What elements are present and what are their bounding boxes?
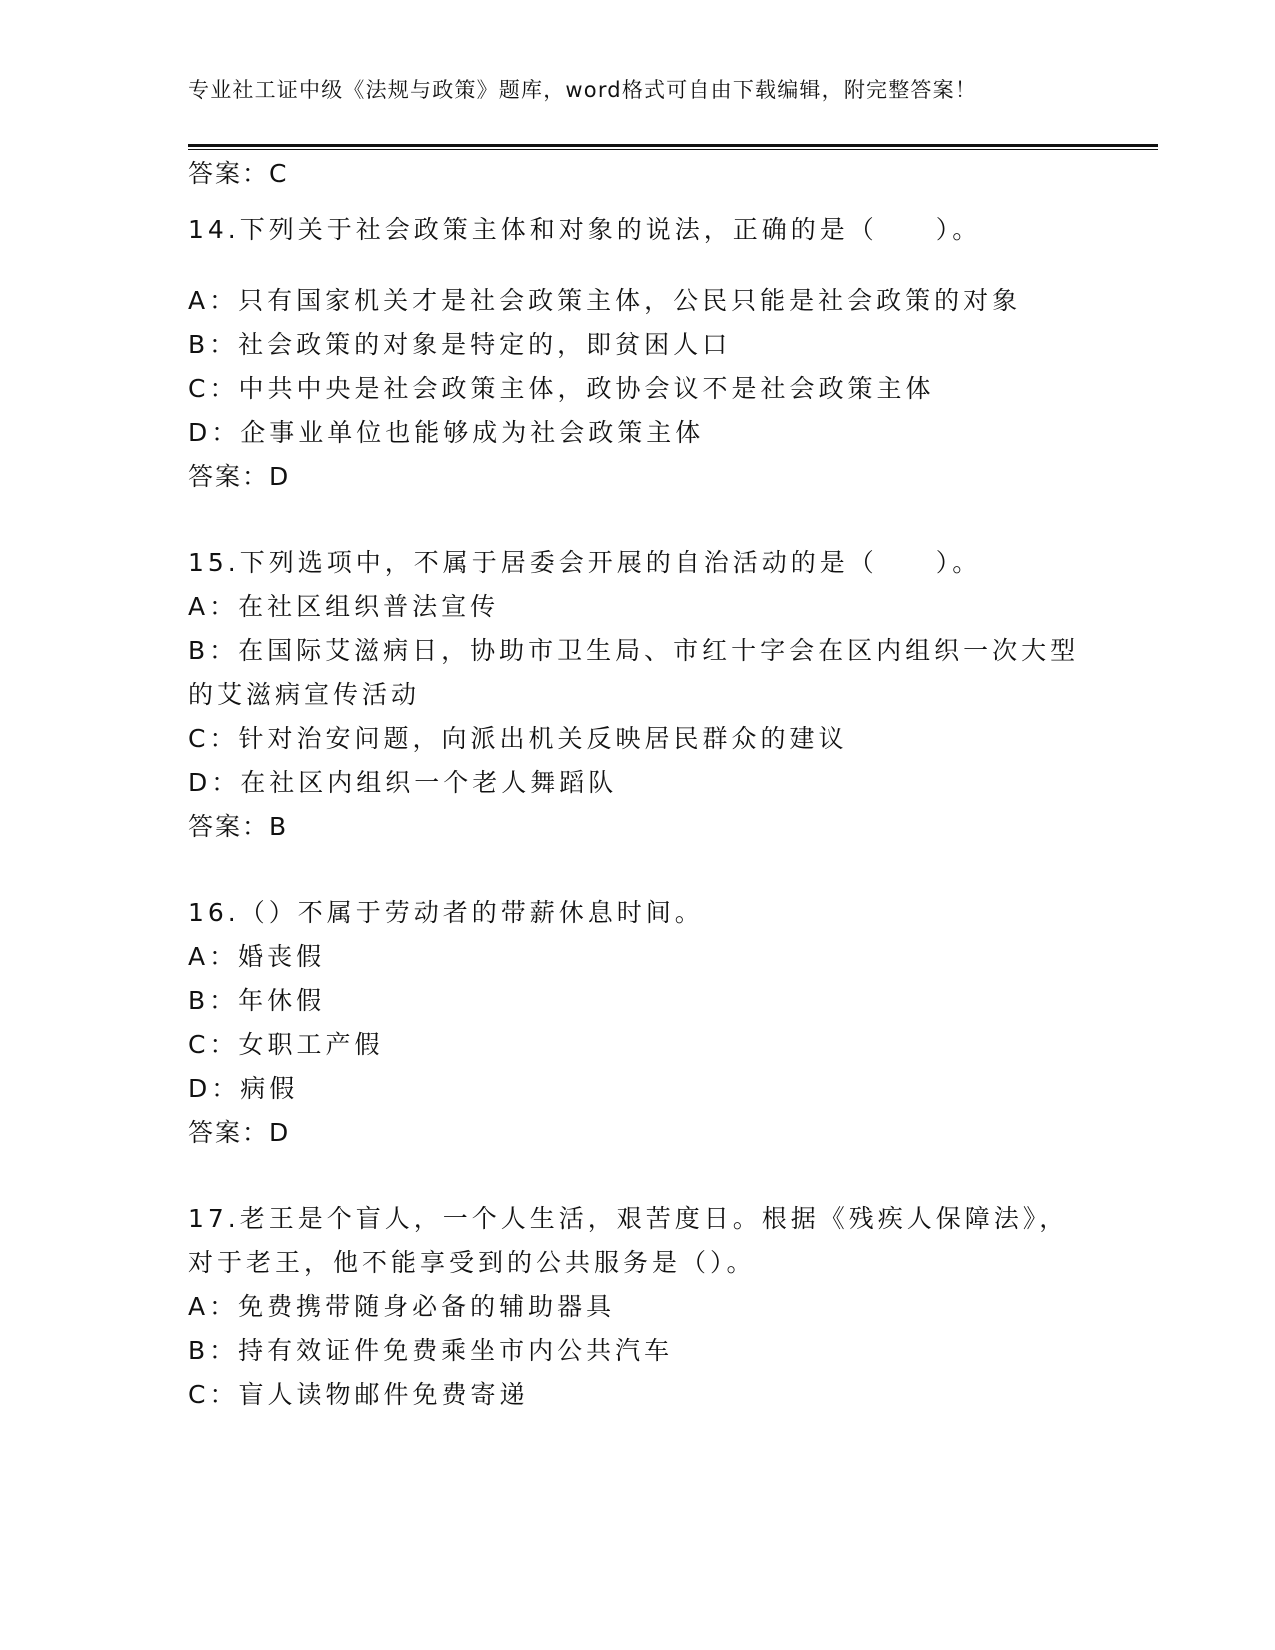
question-14-option-c: C：中共中央是社会政策主体，政协会议不是社会政策主体 bbox=[188, 374, 935, 403]
question-15-option-a: A：在社区组织普法宣传 bbox=[188, 592, 500, 621]
question-14-stem: 14.下列关于社会政策主体和对象的说法，正确的是（ ）。 bbox=[188, 215, 982, 244]
question-17-option-b: B：持有效证件免费乘坐市内公共汽车 bbox=[188, 1336, 674, 1365]
question-15-option-b-line1: B：在国际艾滋病日，协助市卫生局、市红十字会在区内组织一次大型 bbox=[188, 636, 1080, 665]
question-15-option-c: C：针对治安问题，向派出机关反映居民群众的建议 bbox=[188, 724, 848, 753]
question-16-answer: 答案：D bbox=[188, 1118, 291, 1147]
question-15-option-b-line2: 的艾滋病宣传活动 bbox=[188, 680, 421, 709]
page-header: 专业社工证中级《法规与政策》题库，word格式可自由下载编辑，附完整答案！ bbox=[188, 78, 978, 102]
question-14-option-a: A：只有国家机关才是社会政策主体，公民只能是社会政策的对象 bbox=[188, 286, 1022, 315]
question-16-option-c: C：女职工产假 bbox=[188, 1030, 384, 1059]
question-15-stem: 15.下列选项中，不属于居委会开展的自治活动的是（ ）。 bbox=[188, 548, 982, 577]
question-17-option-a: A：免费携带随身必备的辅助器具 bbox=[188, 1292, 616, 1321]
question-14-answer: 答案：D bbox=[188, 462, 291, 491]
question-17-option-c: C：盲人读物邮件免费寄递 bbox=[188, 1380, 529, 1409]
question-15-answer: 答案：B bbox=[188, 812, 289, 841]
question-17-stem-line2: 对于老王，他不能享受到的公共服务是（）。 bbox=[188, 1248, 756, 1277]
question-14-option-d: D：企事业单位也能够成为社会政策主体 bbox=[188, 418, 705, 447]
question-16-option-a: A：婚丧假 bbox=[188, 942, 326, 971]
question-16-stem: 16.（）不属于劳动者的带薪休息时间。 bbox=[188, 898, 704, 927]
question-16-option-b: B：年休假 bbox=[188, 986, 326, 1015]
question-14-option-b: B：社会政策的对象是特定的，即贫困人口 bbox=[188, 330, 732, 359]
header-rule-thin bbox=[188, 149, 1158, 150]
question-15-option-d: D：在社区内组织一个老人舞蹈队 bbox=[188, 768, 618, 797]
answer-13: 答案：C bbox=[188, 159, 289, 188]
header-rule-thick bbox=[188, 144, 1158, 147]
question-16-option-d: D：病假 bbox=[188, 1074, 299, 1103]
question-17-stem-line1: 17.老王是个盲人，一个人生活，艰苦度日。根据《残疾人保障法》， bbox=[188, 1204, 1069, 1233]
